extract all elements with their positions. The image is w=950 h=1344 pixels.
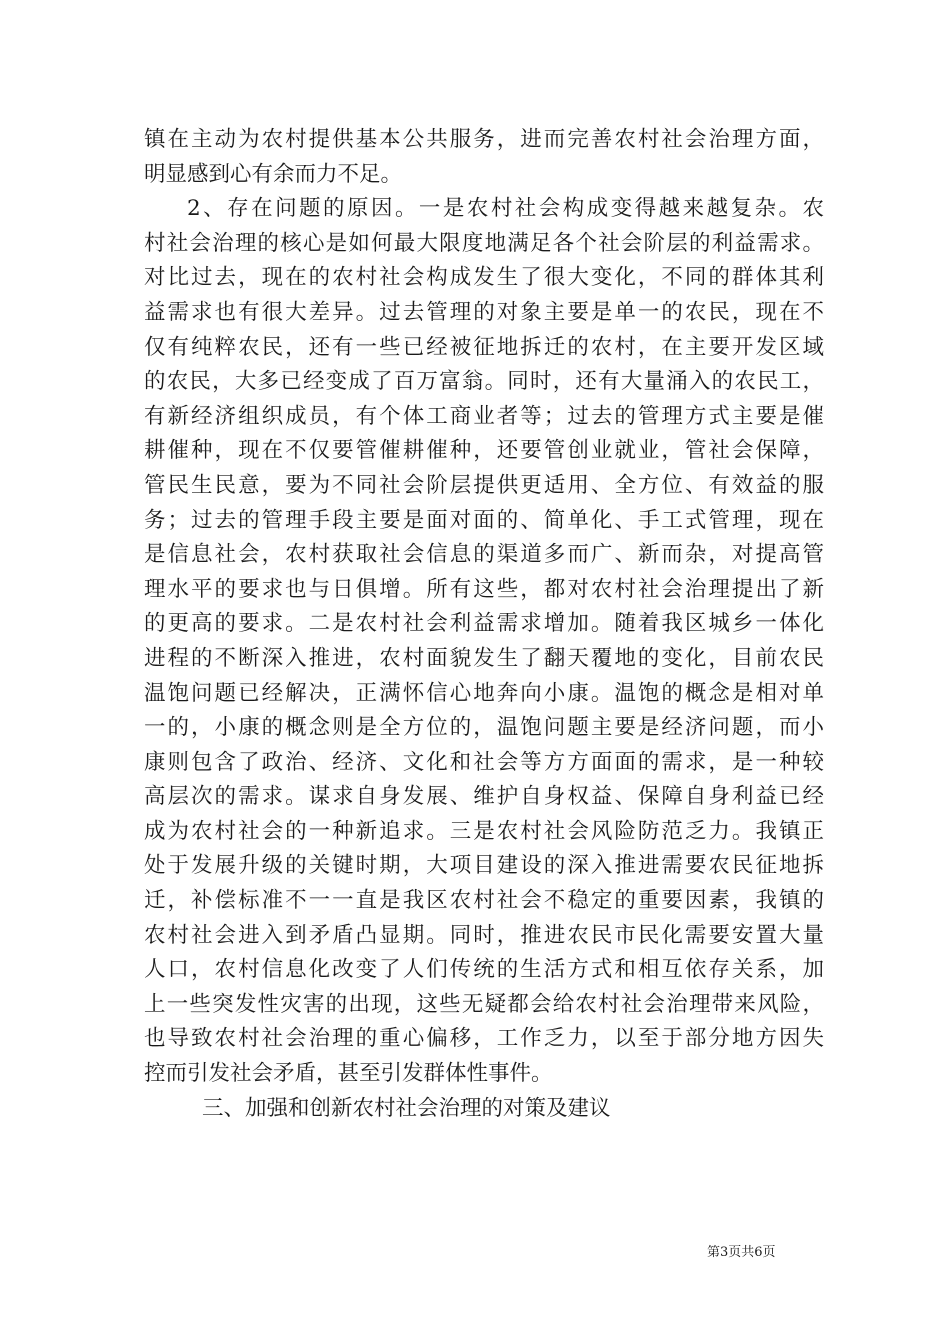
text-line: 仅有纯粹农民，还有一些已经被征地拆迁的农村，在主要开发区域 xyxy=(144,334,824,360)
paragraph-start-line: 2、存在问题的原因。一是农村社会构成变得越来越复杂。农 xyxy=(187,196,824,222)
text-line: 人口，农村信息化改变了人们传统的生活方式和相互依存关系，加 xyxy=(144,957,824,983)
text-line: 农村社会进入到矛盾凸显期。同时，推进农民市民化需要安置大量 xyxy=(144,922,824,948)
page-number-footer: 第3页共6页 xyxy=(707,1245,776,1260)
text-line: 也导致农村社会治理的重心偏移，工作乏力，以至于部分地方因失 xyxy=(144,1026,824,1052)
text-line: 管民生民意，要为不同社会阶层提供更适用、全方位、有效益的服 xyxy=(144,472,824,498)
text-line: 进程的不断深入推进，农村面貌发生了翻天覆地的变化，目前农民 xyxy=(144,645,824,671)
text-line: 上一些突发性灾害的出现，这些无疑都会给农村社会治理带来风险， xyxy=(144,991,824,1017)
text-line: 明显感到心有余而力不足。 xyxy=(144,161,403,187)
text-line: 村社会治理的核心是如何最大限度地满足各个社会阶层的利益需求。 xyxy=(144,230,824,256)
text-line: 务；过去的管理手段主要是面对面的、简单化、手工式管理，现在 xyxy=(144,507,824,533)
text-line: 一的，小康的概念则是全方位的，温饱问题主要是经济问题，而小 xyxy=(144,715,824,741)
text-line: 康则包含了政治、经济、文化和社会等方方面面的需求，是一种较 xyxy=(144,749,824,775)
text-line: 理水平的要求也与日俱增。所有这些，都对农村社会治理提出了新 xyxy=(144,576,824,602)
text-line: 有新经济组织成员，有个体工商业者等；过去的管理方式主要是催 xyxy=(144,403,824,429)
text-line: 是信息社会，农村获取社会信息的渠道多而广、新而杂，对提高管 xyxy=(144,542,824,568)
text-line: 处于发展升级的关键时期，大项目建设的深入推进需要农民征地拆 xyxy=(144,853,824,879)
text-line: 益需求也有很大差异。过去管理的对象主要是单一的农民，现在不 xyxy=(144,299,824,325)
text-line: 耕催种，现在不仅要管催耕催种，还要管创业就业，管社会保障， xyxy=(144,438,824,464)
text-line: 控而引发社会矛盾，甚至引发群体性事件。 xyxy=(144,1061,553,1087)
document-body xyxy=(144,123,824,1126)
text-line: 高层次的需求。谋求自身发展、维护自身权益、保障自身利益已经 xyxy=(144,784,824,810)
text-line: 温饱问题已经解决，正满怀信心地奔向小康。温饱的概念是相对单 xyxy=(144,680,824,706)
text-line: 成为农村社会的一种新追求。三是农村社会风险防范乏力。我镇正 xyxy=(144,818,824,844)
text-line: 的农民，大多已经变成了百万富翁。同时，还有大量涌入的农民工， xyxy=(144,369,824,395)
text-line: 对比过去，现在的农村社会构成发生了很大变化，不同的群体其利 xyxy=(144,265,824,291)
text-line: 镇在主动为农村提供基本公共服务，进而完善农村社会治理方面， xyxy=(144,127,824,152)
section-heading: 三、加强和创新农村社会治理的对策及建议 xyxy=(202,1095,611,1121)
text-line: 迁，补偿标准不一一直是我区农村社会不稳定的重要因素，我镇的 xyxy=(144,888,824,914)
text-line: 的更高的要求。二是农村社会利益需求增加。随着我区城乡一体化 xyxy=(144,611,824,637)
